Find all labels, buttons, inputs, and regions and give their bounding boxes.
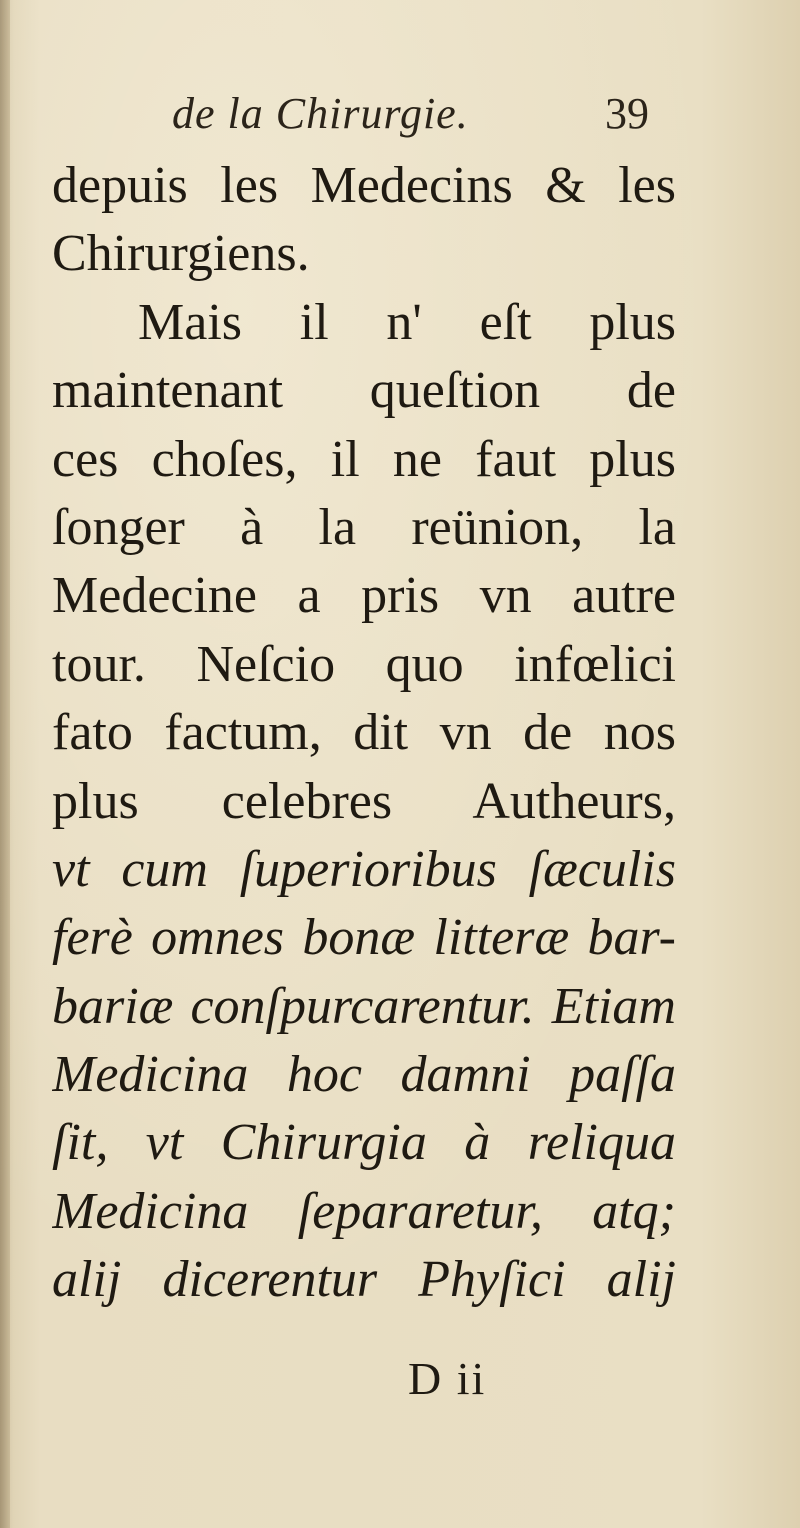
text-line: alij dicerentur Phyſici alij xyxy=(52,1251,676,1309)
text-line: maintenant queſtion de xyxy=(52,362,676,420)
page-header xyxy=(0,88,800,148)
text-line: ferè omnes bonæ litteræ bar- xyxy=(52,909,676,967)
running-title: de la Chirurgie. xyxy=(172,89,469,138)
text-line: Medicina ſepararetur, atq; xyxy=(52,1182,676,1240)
text-line: Mais il n' eſt plus xyxy=(138,293,676,351)
text-line: ces choſes, il ne faut plus xyxy=(52,430,676,488)
text-line: Medecine a pris vn autre xyxy=(52,567,676,625)
page-gutter xyxy=(0,0,10,1528)
text-line: fato factum, dit vn de nos xyxy=(52,704,676,762)
text-line: ſit, vt Chirurgia à reliqua xyxy=(52,1114,676,1172)
signature-mark: D ii xyxy=(408,1353,487,1404)
text-line: ſonger à la reünion, la xyxy=(52,498,676,556)
text-line: bariæ conſpurcarentur. Etiam xyxy=(52,977,676,1035)
page-number: 39 xyxy=(605,89,649,138)
body-text xyxy=(52,152,676,1315)
text-line: Medicina hoc damni paſſa xyxy=(52,1046,676,1104)
text-line: Chirurgiens. xyxy=(52,225,310,283)
text-line: depuis les Medecins & les xyxy=(52,157,676,214)
text-line: vt cum ſuperioribus ſæculis xyxy=(52,840,676,898)
text-line: plus celebres Autheurs, xyxy=(52,772,676,830)
text-line: tour. Neſcio quo infœlici xyxy=(52,635,676,693)
